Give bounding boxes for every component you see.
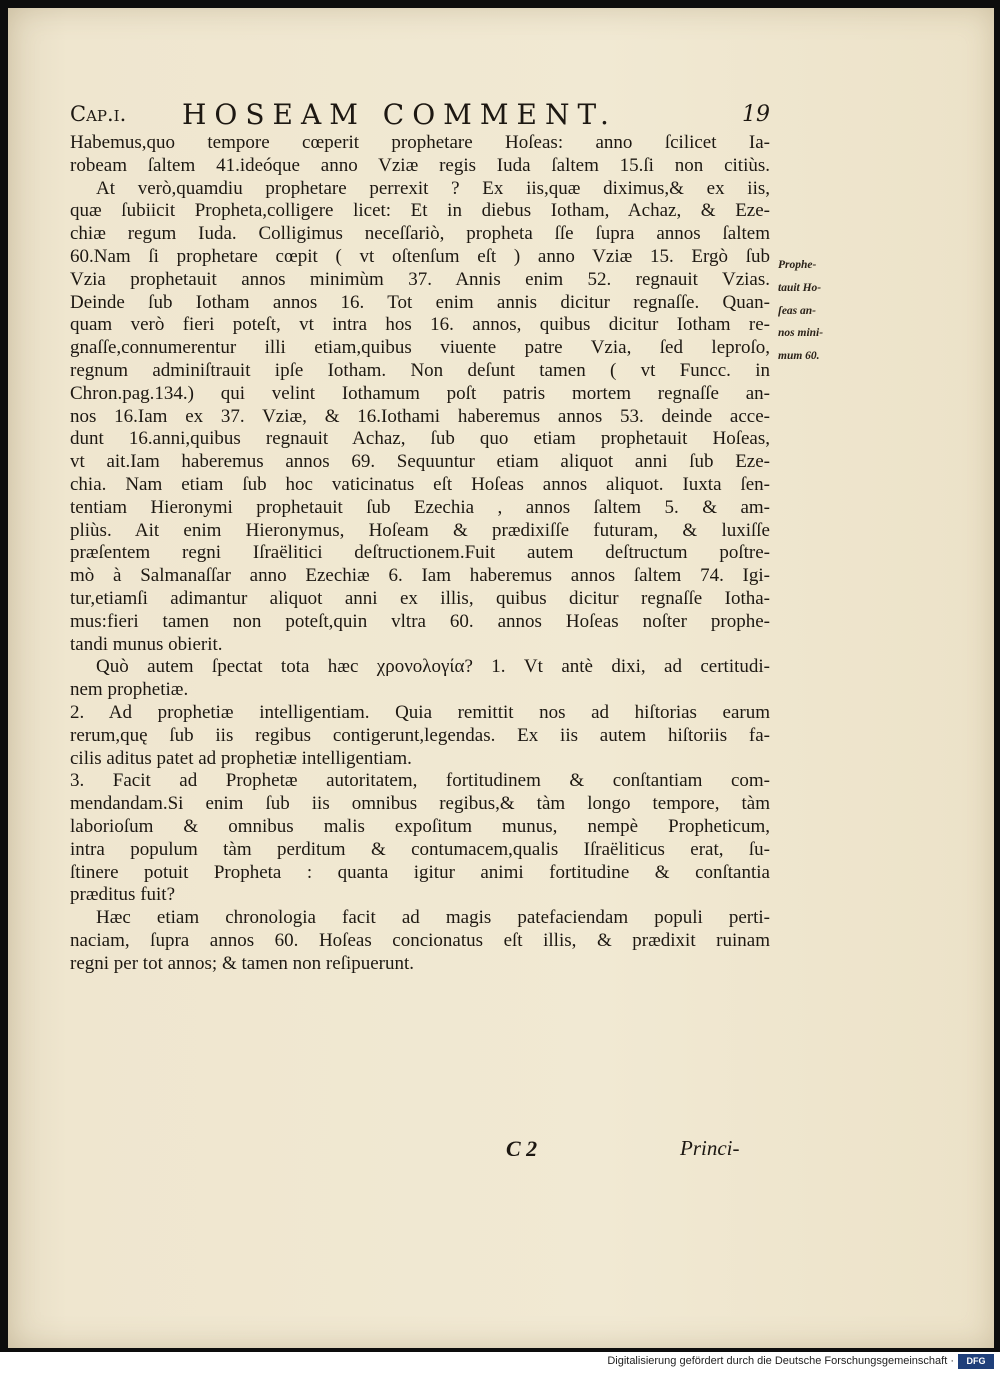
text-line: mus:fieri tamen non poteſt,quin vltra 60. annos Hoſeas noſter prophe- [70, 610, 770, 632]
chapter-label: Cap.i. [70, 102, 127, 126]
marginal-note-line: mum 60. [778, 350, 820, 363]
text-line: chiæ regum Iuda. Colligimus neceſſariò, propheta ſſe ſupra annos ſaltem [70, 223, 770, 245]
text-line: Chron.pag.134.) qui velint Iothamum poſt patris mortem regnaſſe an- [70, 382, 770, 404]
text-line: Deinde ſub Iotham annos 16. Tot enim annis dicitur regnaſſe. Quan- [70, 291, 770, 313]
text-line: Vzia prophetauit annos minimùm 37. Annis enim 52. regnauit Vzias. [70, 268, 770, 290]
credit-bar [0, 1352, 1000, 1373]
text-line: chia. Nam etiam ſub hoc vaticinatus eſt Hoſeas annos aliquot. Iuxta ſen- [70, 473, 770, 495]
text-line: gnaſſe,connumerentur illi etiam,quibus viuente patre Vzia, ſed leproſo, [70, 337, 770, 359]
text-line: vt ait.Iam haberemus annos 69. Sequuntur etiam aliquot anni ſub Eze- [70, 451, 770, 473]
marginal-note-line: Prophe- [778, 259, 817, 271]
text-line: regni per tot annos; & tamen non reſipuerunt. [70, 952, 415, 974]
text-line: rerum,quę ſub iis regibus contigerunt,legendas. Ex iis autem hiſtoriis fa- [70, 724, 770, 746]
text-line: tur,etiamſi adimantur aliquot anni ex illis, quibus dicitur regnaſſe Iotha- [70, 587, 770, 609]
text-line: Habemus,quo tempore cœperit prophetare Hoſeas: anno ſcilicet Ia- [70, 132, 770, 153]
text-line: tentiam Hieronymi prophetauit ſub Ezechia , annos ſaltem 5. & am- [70, 496, 770, 518]
dfg-logo-icon: DFG [958, 1354, 994, 1369]
funding-credit: Digitalisierung gefördert durch die Deutsche Forschungsgemeinschaft · [607, 1355, 954, 1367]
text-line: quam verò fieri poteſt, vt intra hos 16. annos, quibus dicitur Iotham re- [70, 314, 770, 336]
text-line: robeam ſaltem 41.ideóque anno Vziæ regis Iuda ſaltem 15.ſi non citiùs. [70, 154, 770, 176]
running-header [70, 98, 770, 132]
text-line: mò à Salmanaſſar anno Ezechiæ 6. Iam haberemus annos ſaltem 74. Igi- [70, 565, 770, 587]
body-text [70, 132, 770, 975]
running-title: HOSEAM COMMENT. [182, 98, 617, 131]
page-number: 19 [742, 102, 770, 127]
text-line: Quò autem ſpectat tota hæc χρονολογία? 1. Vt antè dixi, ad certitudi- [96, 656, 770, 678]
marginal-note [778, 254, 850, 368]
text-line: nos 16.Iam ex 37. Vziæ, & 16.Iothami haberemus annos 53. deinde acce- [70, 405, 770, 427]
text-line: 60.Nam ſi prophetare cœpit ( vt oſtenſum eſt ) anno Vziæ 15. Ergò ſub [70, 245, 770, 267]
marginal-note-line: ſeas an- [778, 304, 817, 317]
text-line: nem prophetiæ. [70, 679, 189, 701]
text-line: pliùs. Ait enim Hieronymus, Hoſeam & prædixiſſe futuram, & luxiſſe [70, 519, 770, 541]
text-line: ſtinere potuit Propheta : quanta igitur animi fortitudine & conſtantia [70, 861, 770, 883]
text-line: laborioſum & omnibus malis expoſitum munus, nempè Propheticum, [70, 815, 770, 837]
text-line: dunt 16.anni,quibus regnauit Achaz, ſub quo etiam prophetauit Hoſeas, [70, 428, 770, 450]
text-line: præditus fuit? [70, 884, 176, 906]
page-footer [70, 1136, 770, 1166]
text-line: quæ ſubiicit Propheta,colligere licet: Et in diebus Iotham, Achaz, & Eze- [70, 200, 770, 222]
text-line: At verò,quamdiu prophetare perrexit ? Ex iis,quæ diximus,& ex iis, [96, 177, 770, 199]
text-line: cilis aditus patet ad prophetiæ intelligentiam. [70, 747, 412, 769]
catchword: Princi- [680, 1136, 740, 1160]
marginal-note-line: nos mini- [778, 327, 824, 340]
text-line: 3. Facit ad Prophetæ autoritatem, fortitudinem & conſtantiam com- [70, 770, 770, 792]
text-line: tandi munus obierit. [70, 633, 223, 655]
signature-mark: C 2 [506, 1136, 538, 1161]
text-line: mendandam.Si enim ſub iis omnibus regibus,& tàm longo tempore, tàm [70, 793, 770, 815]
text-line: naciam, ſupra annos 60. Hoſeas concionatus eſt illis, & prædixit ruinam [70, 929, 770, 951]
text-line: Hæc etiam chronologia facit ad magis patefaciendam populi perti- [96, 907, 770, 929]
text-line: regnum adminiſtrauit ipſe Iotham. Non deſunt tamen ( vt Funcc. in [70, 359, 770, 381]
text-line: intra populum tàm perditum & contumacem,qualis Iſraëliticus erat, ſu- [70, 838, 770, 860]
text-line: 2. Ad prophetiæ intelligentiam. Quia remittit nos ad hiſtorias earum [70, 701, 770, 723]
text-line: præſentem regni Iſraëlitici deſtructionem.Fuit autem deſtructum poſtre- [70, 542, 770, 564]
marginal-note-line: tauit Ho- [778, 281, 822, 294]
